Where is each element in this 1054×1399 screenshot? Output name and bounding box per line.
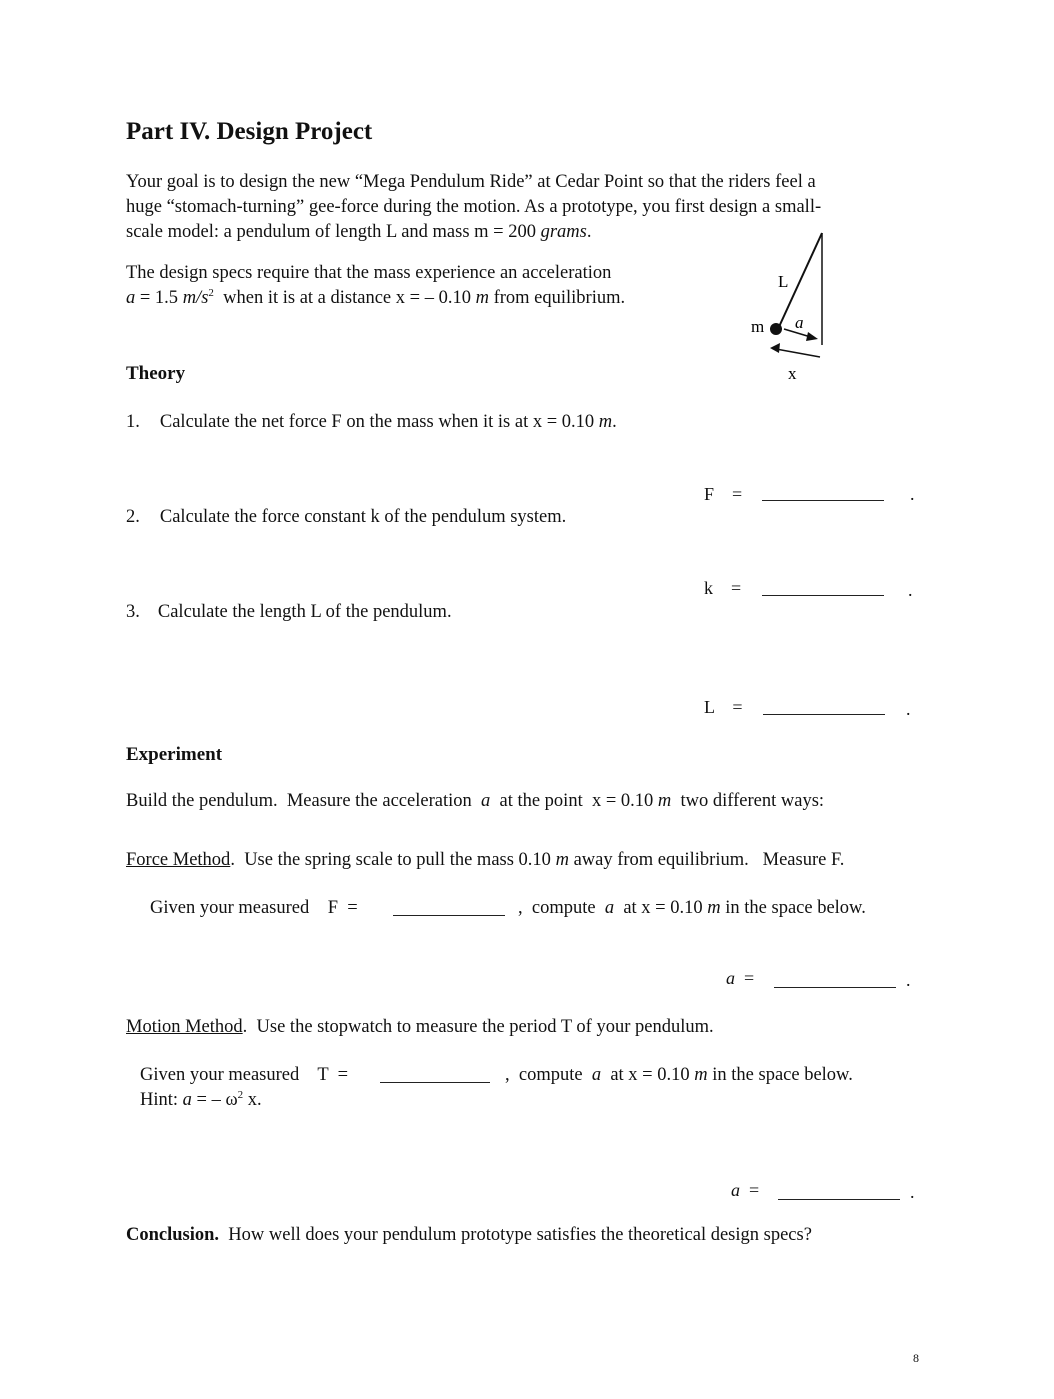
answer-k-blank[interactable] xyxy=(762,577,884,596)
answer-L-blank[interactable] xyxy=(763,696,885,715)
acceleration-arrowhead xyxy=(806,332,818,341)
intro-line-1: Your goal is to design the new “Mega Pendulum Ride” at Cedar Point so that the riders feel a xyxy=(126,172,816,192)
pendulum-diagram xyxy=(740,225,840,385)
pendulum-mass xyxy=(770,323,782,335)
answer-F-dot: . xyxy=(910,484,915,504)
diagram-label-a: a xyxy=(795,313,804,332)
page-title: Part IV. Design Project xyxy=(126,118,373,145)
period-measured-blank[interactable] xyxy=(380,1063,490,1083)
diagram-label-m: m xyxy=(751,317,765,336)
answer-a2-blank[interactable] xyxy=(778,1180,900,1200)
conclusion-line: Conclusion. How well does your pendulum prototype satisfies the theoretical design specs? xyxy=(126,1225,812,1245)
question-2: 2. Calculate the force constant k of the pendulum system. xyxy=(126,507,567,527)
motion-method-line: Motion Method. Use the stopwatch to measure the period T of your pendulum. xyxy=(126,1017,714,1037)
motion-method-label: Motion Method xyxy=(126,1017,243,1037)
experiment-heading: Experiment xyxy=(126,744,223,765)
answer-a1-label: a = xyxy=(726,968,755,988)
experiment-intro: Build the pendulum. Measure the acceleration a at the point x = 0.10 m two different ways: xyxy=(126,791,825,811)
answer-F-blank[interactable] xyxy=(762,482,884,501)
answer-L-label: L = xyxy=(704,697,743,717)
displacement-arrow xyxy=(776,349,820,357)
page-number: 8 xyxy=(913,1351,919,1365)
conclusion-label: Conclusion. xyxy=(126,1225,220,1245)
theory-heading: Theory xyxy=(126,363,186,384)
answer-F-label: F = xyxy=(704,484,743,504)
force-given-label: Given your measured F = xyxy=(150,898,358,918)
answer-k-label: k = xyxy=(704,578,742,598)
answer-L-dot: . xyxy=(906,699,911,719)
diagram-label-x: x xyxy=(788,364,797,383)
diagram-label-L: L xyxy=(778,272,789,291)
force-method-label: Force Method xyxy=(126,850,231,870)
motion-compute-text: , compute a at x = 0.10 m in the space below. xyxy=(505,1065,853,1085)
answer-a1-blank[interactable] xyxy=(774,968,896,988)
intro-line-3: scale model: a pendulum of length L and mass m = 200 grams. xyxy=(126,222,592,242)
force-measured-blank[interactable] xyxy=(393,896,505,916)
specs-line-1: The design specs require that the mass experience an acceleration xyxy=(126,263,612,283)
hint-text: Hint: a = – $\omega^2$ x. xyxy=(140,1088,262,1110)
displacement-arrowhead xyxy=(770,343,780,353)
question-1: 1. Calculate the net force F on the mass when it is at x = 0.10 m. xyxy=(126,412,617,432)
answer-k-dot: . xyxy=(908,580,913,600)
answer-a1-dot: . xyxy=(906,970,911,990)
question-3: 3. Calculate the length L of the pendulum. xyxy=(126,602,452,622)
force-method-line: Force Method. Use the spring scale to pull the mass 0.10 m away from equilibrium. Measure F. xyxy=(126,850,845,870)
answer-a2-dot: . xyxy=(910,1182,915,1202)
answer-a2-label: a = xyxy=(731,1180,760,1200)
intro-line-2: huge “stomach-turning” gee-force during the motion. As a prototype, you first design a small- xyxy=(126,197,822,217)
motion-given-label: Given your measured T = xyxy=(140,1065,349,1085)
specs-line-2: a = 1.5 $m/s^2$ when it is at a distance x = – 0.10 m from equilibrium. xyxy=(126,286,626,308)
force-compute-text: , compute a at x = 0.10 m in the space below. xyxy=(518,898,866,918)
